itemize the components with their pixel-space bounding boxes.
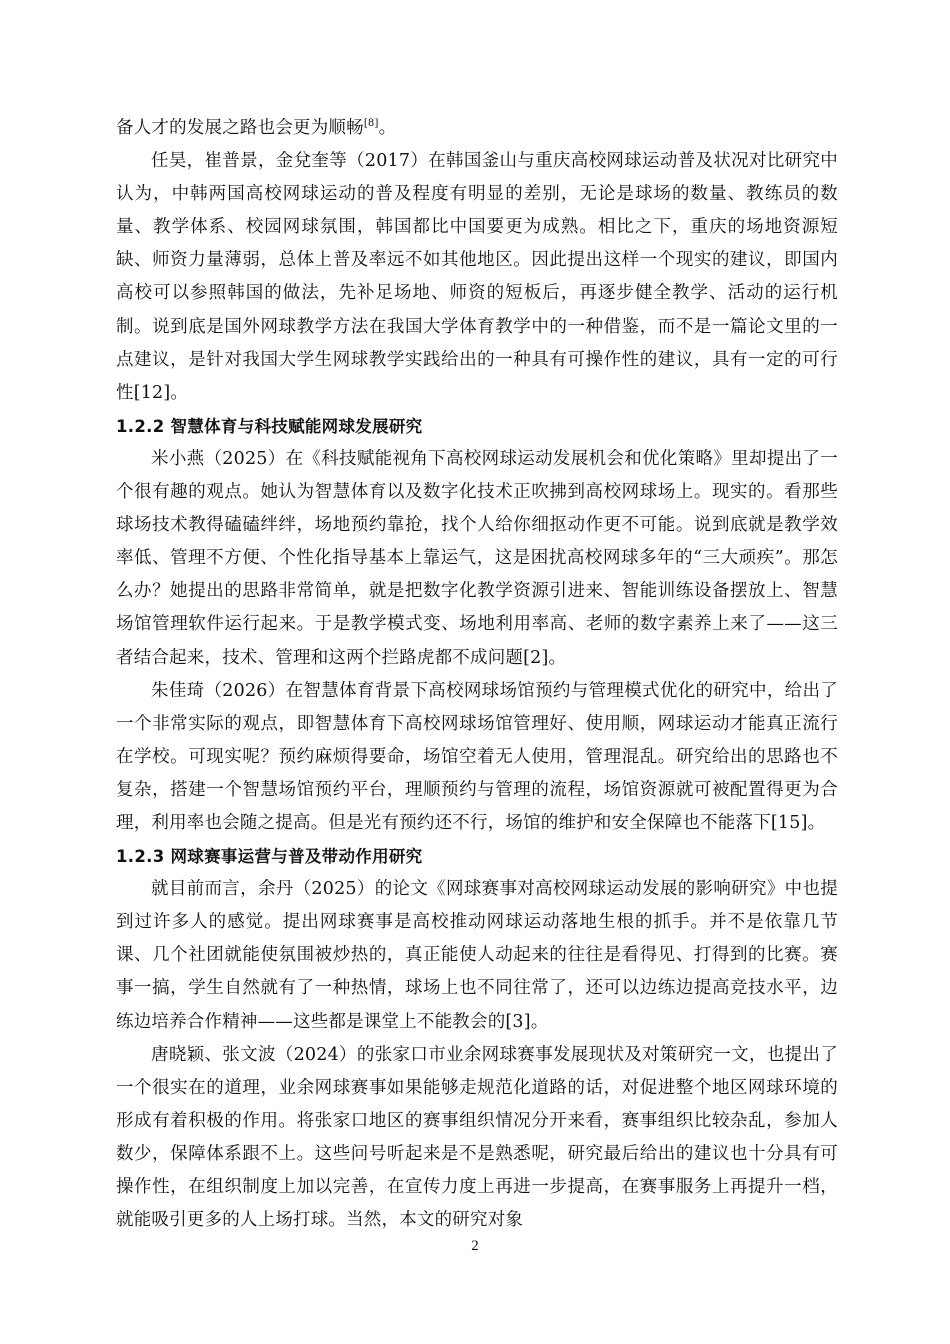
section-heading-1-2-2 [116, 410, 838, 443]
section-number: 1.2.2 [116, 416, 165, 436]
section-title: 网球赛事运营与普及带动作用研究 [170, 847, 423, 867]
paragraph-smart-sports-2: 朱佳琦（2026）在智慧体育背景下高校网球场馆预约与管理模式优化的研究中，给出了一个非常实际的观点，即智慧体育下高校网球场馆管理好、使用顺，网球运动才能真正流行在学校。可现实呢？预约麻烦得要命，场馆空着无人使用，管理混乱。研究给出的思路也不复杂，搭建一个智慧场馆预约平台，理顺预约与管理的流程，场馆资源就可被配置得更为合理，利用率也会随之提高。但是光有预约还不行，场馆的维护和安全保障也不能落下[15]。 [116, 680, 838, 833]
section-heading-1-2-3 [116, 840, 838, 873]
paragraph-comparative-study: 任昊，崔普景，金兌奎等（2017）在韩国釜山与重庆高校网球运动普及状况对比研究中认为，中韩两国高校网球运动的普及程度有明显的差别，无论是球场的数量、教练员的数量、教学体系、校园网球氛围，韩国都比中国要更为成熟。相比之下，重庆的场地资源短缺、师资力量薄弱，总体上普及率远不如其他地区。因此提出这样一个现实的建议，即国内高校可以参照韩国的做法，先补足场地、师资的短板后，再逐步健全教学、活动的运行机制。说到底是国外网球教学方法在我国大学体育教学中的一种借鉴，而不是一篇论文里的一点建议，是针对我国大学生网球教学实践给出的一种具有可操作性的建议，具有一定的可行性[12]。 [116, 151, 838, 403]
citation-superscript: [8] [363, 118, 379, 129]
continuation-line [116, 112, 838, 145]
section-title: 智慧体育与科技赋能网球发展研究 [170, 416, 423, 436]
page-number: 2 [471, 1238, 479, 1254]
paragraph-events-1: 就目前而言，余丹（2025）的论文《网球赛事对高校网球运动发展的影响研究》中也提到过许多人的感觉。提出网球赛事是高校推动网球运动落地生根的抓手。并不是依靠几节课、几个社团就能使氛围被炒热的，真正能使人动起来的往往是看得见、打得到的比赛。赛事一搞，学生自然就有了一种热情，球场上也不同往常了，还可以边练边提高竞技水平，边练边培养合作精神——这些都是课堂上不能教会的[3]。 [116, 879, 838, 1032]
section-number: 1.2.3 [116, 847, 165, 867]
continuation-text: 备人才的发展之路也会更为顺畅 [116, 118, 364, 138]
continuation-end: 。 [378, 118, 397, 138]
body-text [116, 112, 838, 1237]
paragraph-events-2: 唐晓颖、张文波（2024）的张家口市业余网球赛事发展现状及对策研究一文，也提出了一个很实在的道理，业余网球赛事如果能够走规范化道路的话，对促进整个地区网球环境的形成有着积极的作用。将张家口地区的赛事组织情况分开来看，赛事组织比较杂乱，参加人数少，保障体系跟不上。这些问号听起来是不是熟悉呢，研究最后给出的建议也十分具有可操作性，在组织制度上加以完善，在宣传力度上再进一步提高，在赛事服务上再提升一档，就能吸引更多的人上场打球。当然，本文的研究对象 [116, 1044, 838, 1231]
paragraph-smart-sports-1: 米小燕（2025）在《科技赋能视角下高校网球运动发展机会和优化策略》里却提出了一个很有趣的观点。她认为智慧体育以及数字化技术正吹拂到高校网球场上。现实的。看那些球场技术教得磕磕绊绊，场地预约靠抢，找个人给你细抠动作更不可能。说到底就是教学效率低、管理不方便、个性化指导基本上靠运气，这是困扰高校网球多年的“三大顽疾”。那怎么办？她提出的思路非常简单，就是把数字化教学资源引进来、智能训练设备摆放上、智慧场馆管理软件运行起来。于是教学模式变、场地利用率高、老师的数字素养上来了——这三者结合起来，技术、管理和这两个拦路虎都不成问题[2]。 [116, 448, 838, 668]
